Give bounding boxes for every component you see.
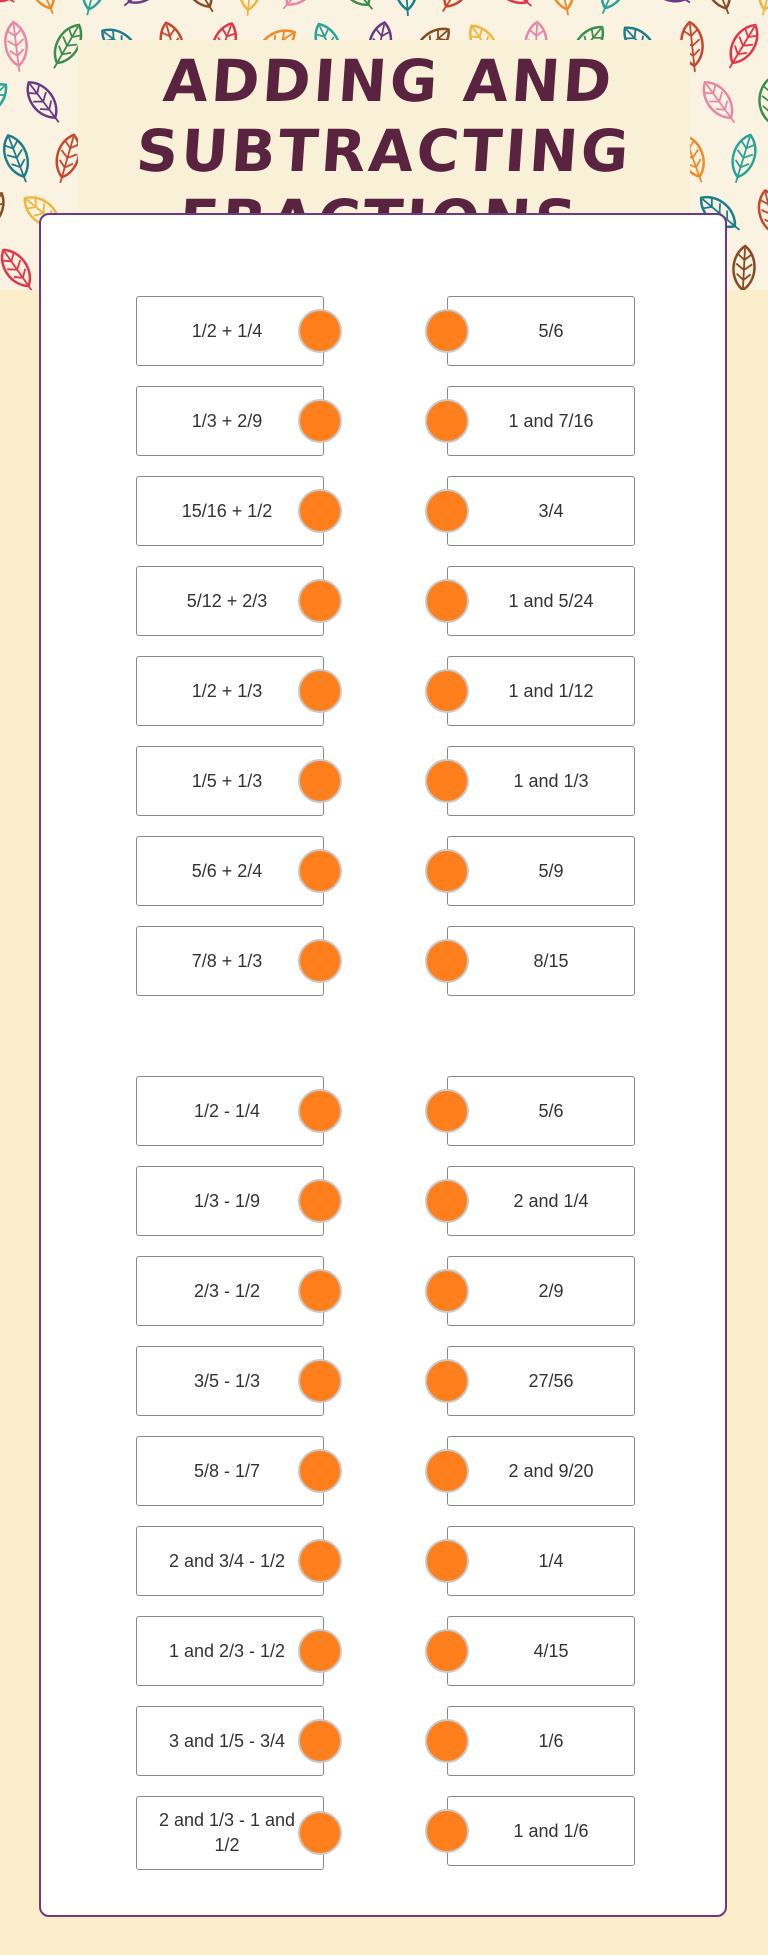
connector-dot-icon[interactable] (298, 1629, 342, 1673)
answer-box[interactable]: 4/15 (447, 1616, 635, 1686)
connector-dot-icon[interactable] (298, 579, 342, 623)
answer-box[interactable]: 1 and 5/24 (447, 566, 635, 636)
leaf-icon (700, 0, 738, 18)
leaf-icon (753, 0, 768, 18)
answer-box[interactable]: 3/4 (447, 476, 635, 546)
worksheet-card (39, 213, 727, 1917)
connector-dot-icon[interactable] (425, 1719, 469, 1763)
connector-dot-icon[interactable] (425, 579, 469, 623)
leaf-icon (0, 188, 11, 242)
connector-dot-icon[interactable] (298, 669, 342, 713)
connector-dot-icon[interactable] (298, 849, 342, 893)
connector-dot-icon[interactable] (298, 1089, 342, 1133)
question-box[interactable]: 7/8 + 1/3 (136, 926, 324, 996)
question-box[interactable]: 1/2 - 1/4 (136, 1076, 324, 1146)
leaf-icon (77, 0, 109, 18)
leaf-icon (275, 0, 324, 16)
leaf-icon (0, 244, 41, 290)
connector-dot-icon[interactable] (298, 1359, 342, 1403)
leaf-icon (697, 76, 743, 129)
answer-box[interactable]: 1/4 (447, 1526, 635, 1596)
connector-dot-icon[interactable] (425, 1179, 469, 1223)
answer-box[interactable]: 2 and 9/20 (447, 1436, 635, 1506)
answer-box[interactable]: 5/6 (447, 296, 635, 366)
answer-box[interactable]: 1 and 1/3 (447, 746, 635, 816)
leaf-icon (24, 0, 63, 18)
leaf-icon (3, 21, 30, 73)
question-box[interactable]: 1/5 + 1/3 (136, 746, 324, 816)
question-box[interactable]: 1/3 - 1/9 (136, 1166, 324, 1236)
answer-box[interactable]: 1 and 1/6 (447, 1796, 635, 1866)
connector-dot-icon[interactable] (425, 1449, 469, 1493)
connector-dot-icon[interactable] (425, 1089, 469, 1133)
leaf-icon (394, 0, 418, 17)
leaf-icon (755, 188, 768, 241)
question-box[interactable]: 5/8 - 1/7 (136, 1436, 324, 1506)
connector-dot-icon[interactable] (425, 1629, 469, 1673)
leaf-icon (0, 132, 36, 186)
leaf-icon (759, 78, 768, 128)
answer-box[interactable]: 1 and 7/16 (447, 386, 635, 456)
answer-box[interactable]: 1/6 (447, 1706, 635, 1776)
connector-dot-icon[interactable] (425, 489, 469, 533)
connector-dot-icon[interactable] (298, 1269, 342, 1313)
connector-dot-icon[interactable] (298, 939, 342, 983)
connector-dot-icon[interactable] (298, 1449, 342, 1493)
connector-dot-icon[interactable] (425, 849, 469, 893)
connector-dot-icon[interactable] (298, 1719, 342, 1763)
question-box[interactable]: 15/16 + 1/2 (136, 476, 324, 546)
connector-dot-icon[interactable] (425, 759, 469, 803)
connector-dot-icon[interactable] (298, 1179, 342, 1223)
connector-dot-icon[interactable] (425, 1359, 469, 1403)
leaf-icon (726, 132, 761, 186)
connector-dot-icon[interactable] (425, 939, 469, 983)
answer-box[interactable]: 5/9 (447, 836, 635, 906)
leaf-icon (642, 0, 696, 11)
answer-box[interactable]: 8/15 (447, 926, 635, 996)
question-box[interactable]: 1/2 + 1/3 (136, 656, 324, 726)
connector-dot-icon[interactable] (425, 669, 469, 713)
question-box[interactable]: 2 and 1/3 - 1 and 1/2 (136, 1796, 324, 1870)
title-line-2: SUBTRACTING (134, 117, 634, 185)
question-box[interactable]: 5/6 + 2/4 (136, 836, 324, 906)
leaf-icon (486, 0, 538, 14)
leaf-icon (332, 0, 381, 16)
leaf-icon (0, 77, 13, 127)
leaf-icon (732, 245, 756, 290)
answer-box[interactable]: 1 and 1/12 (447, 656, 635, 726)
connector-dot-icon[interactable] (425, 399, 469, 443)
question-box[interactable]: 3/5 - 1/3 (136, 1346, 324, 1416)
question-box[interactable]: 1/3 + 2/9 (136, 386, 324, 456)
leaf-icon (177, 0, 221, 17)
question-box[interactable]: 1 and 2/3 - 1/2 (136, 1616, 324, 1686)
connector-dot-icon[interactable] (298, 489, 342, 533)
answer-box[interactable]: 2/9 (447, 1256, 635, 1326)
connector-dot-icon[interactable] (298, 1811, 342, 1855)
question-box[interactable]: 1/2 + 1/4 (136, 296, 324, 366)
connector-dot-icon[interactable] (298, 759, 342, 803)
question-box[interactable]: 3 and 1/5 - 3/4 (136, 1706, 324, 1776)
title-line-1: ADDING AND (161, 47, 617, 115)
connector-dot-icon[interactable] (425, 1539, 469, 1583)
leaf-icon (118, 0, 170, 14)
leaf-icon (20, 76, 67, 129)
question-box[interactable]: 5/12 + 2/3 (136, 566, 324, 636)
leaf-icon (237, 0, 262, 17)
leaf-icon (593, 0, 633, 18)
answer-box[interactable]: 5/6 (447, 1076, 635, 1146)
connector-dot-icon[interactable] (425, 1809, 469, 1853)
connector-dot-icon[interactable] (425, 309, 469, 353)
answer-box[interactable]: 27/56 (447, 1346, 635, 1416)
connector-dot-icon[interactable] (298, 1539, 342, 1583)
connector-dot-icon[interactable] (298, 309, 342, 353)
leaf-icon (434, 0, 479, 17)
leaf-icon (0, 0, 19, 11)
question-box[interactable]: 2/3 - 1/2 (136, 1256, 324, 1326)
question-box[interactable]: 2 and 3/4 - 1/2 (136, 1526, 324, 1596)
connector-dot-icon[interactable] (298, 399, 342, 443)
answer-box[interactable]: 2 and 1/4 (447, 1166, 635, 1236)
leaf-icon (547, 0, 579, 18)
connector-dot-icon[interactable] (425, 1269, 469, 1313)
leaf-icon (721, 20, 765, 74)
